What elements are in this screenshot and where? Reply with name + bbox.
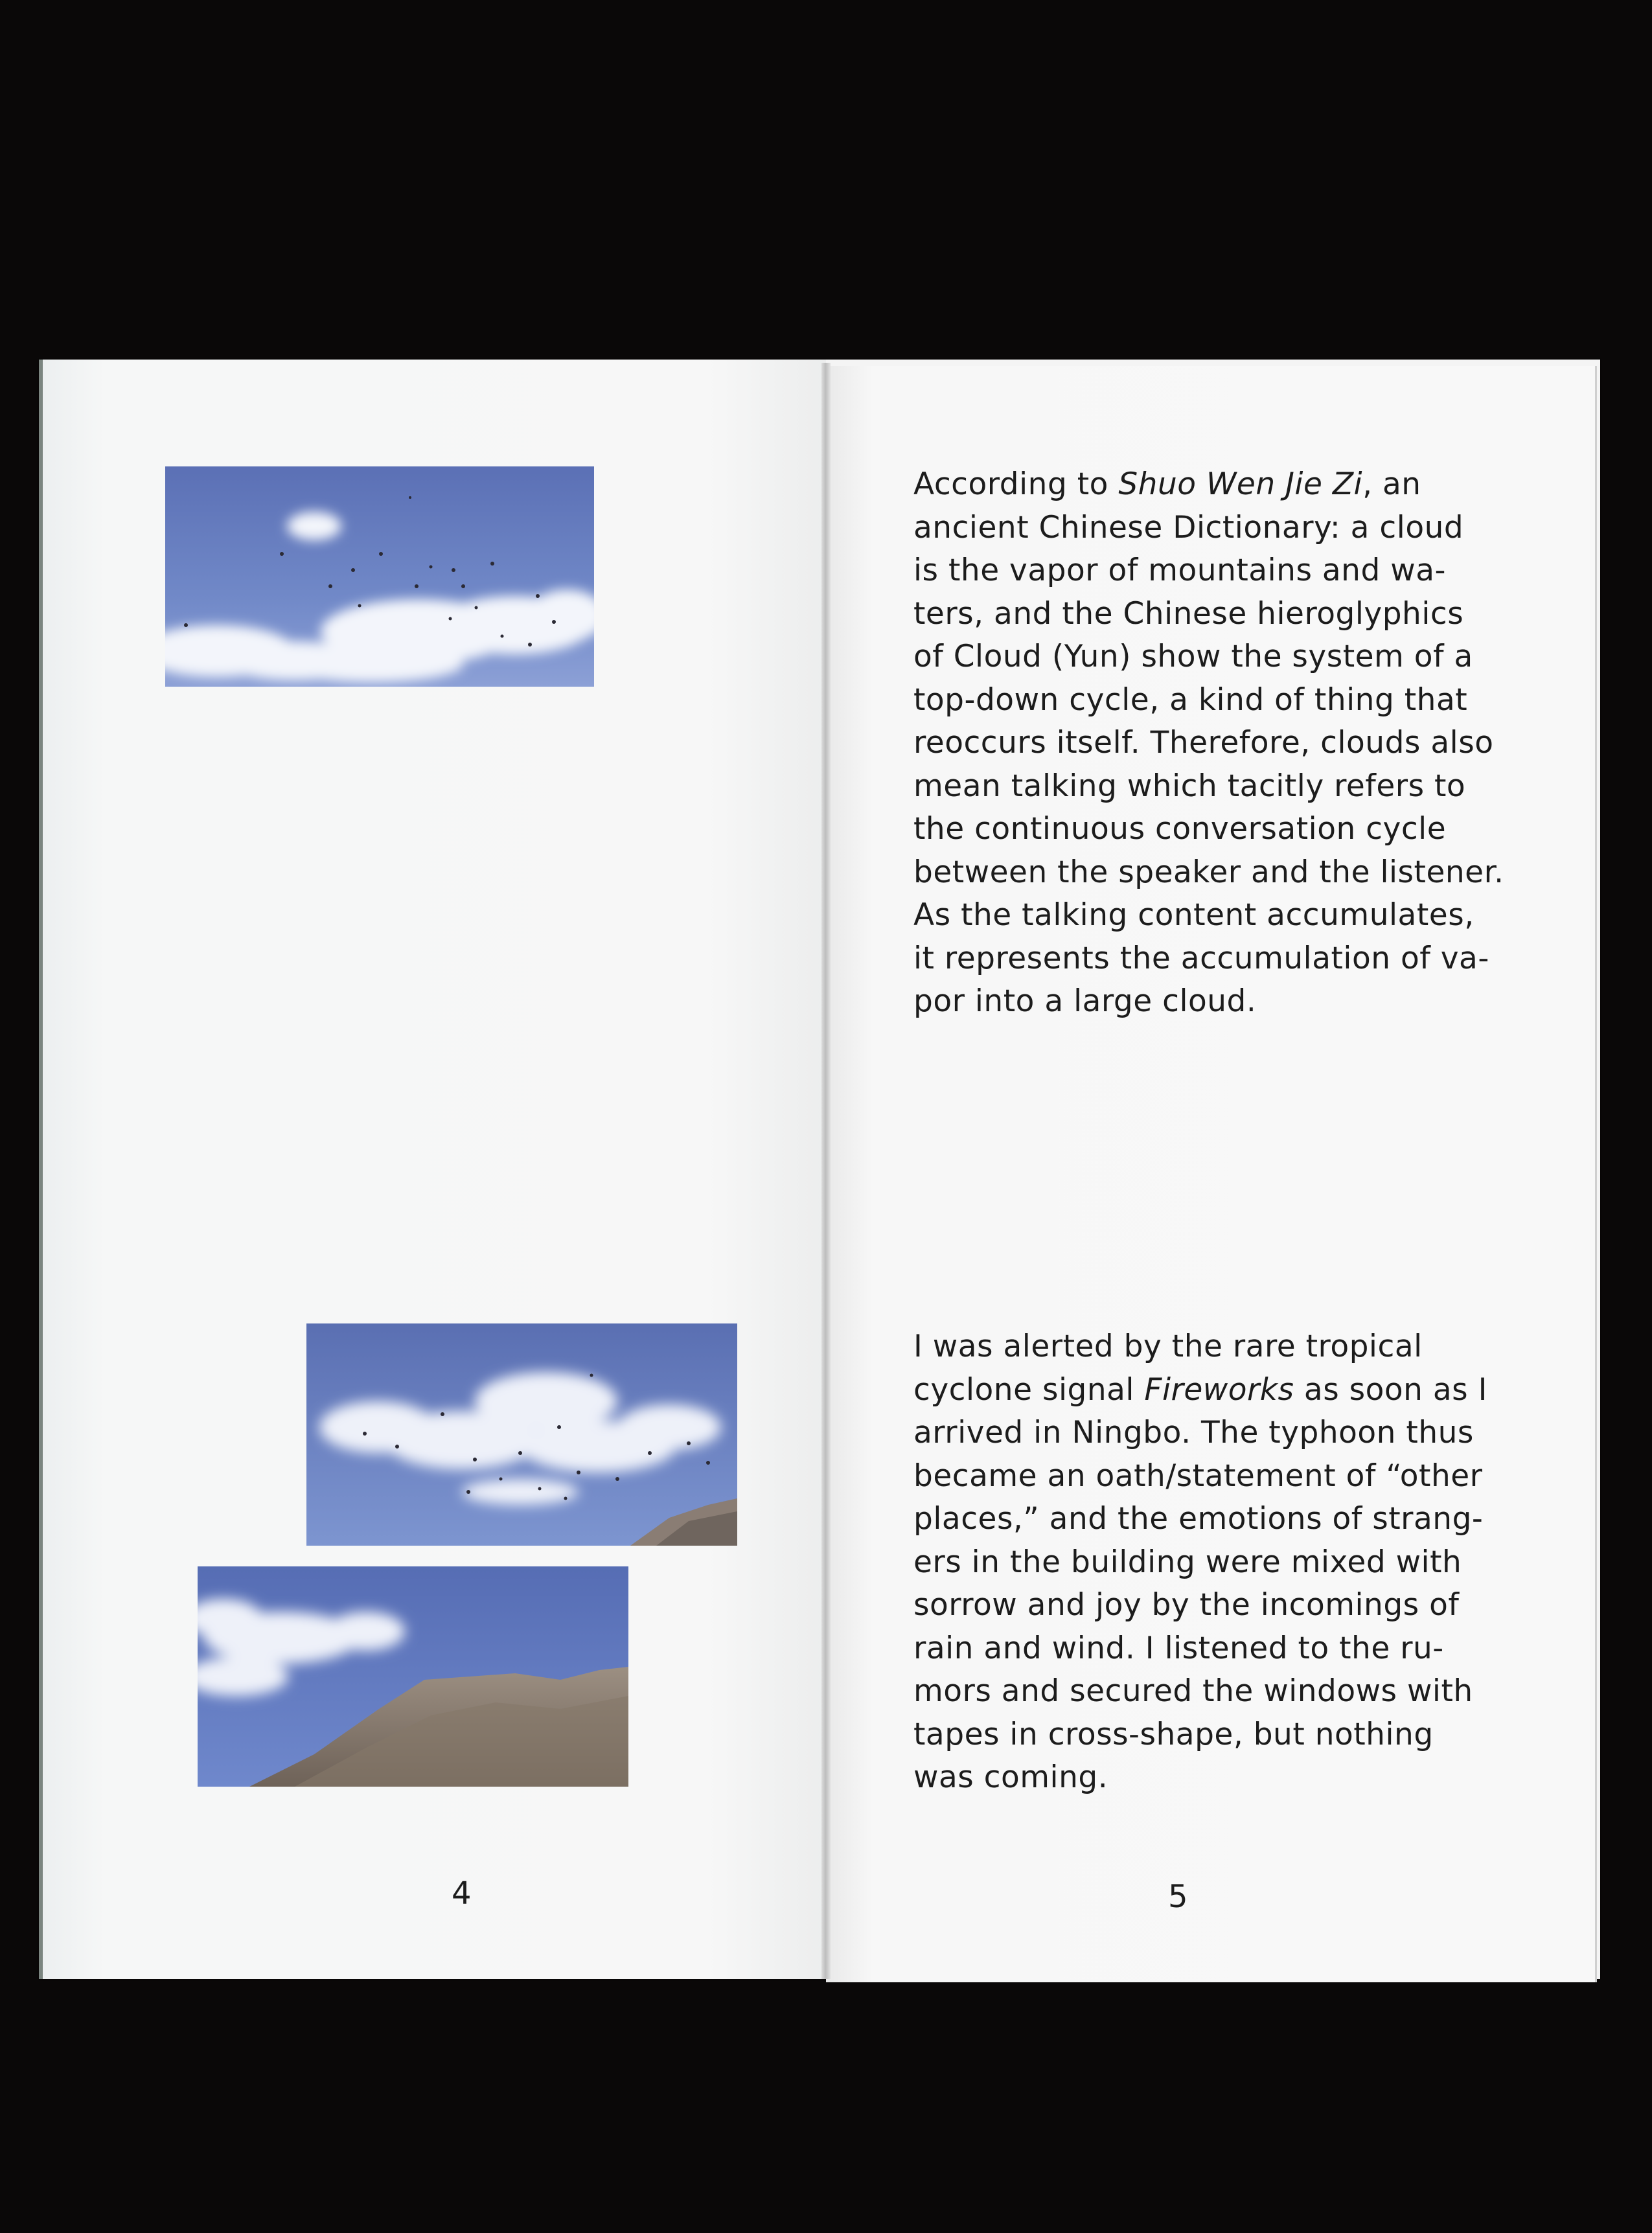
book-title-italic: Shuo Wen Jie Zi: [1118, 466, 1363, 502]
photo-sky-birds: [165, 466, 594, 687]
text-line: it represents the accumulation of va-: [913, 940, 1489, 976]
paragraph-shuo-wen: [913, 463, 1504, 1024]
photo-sky-mountain-ridge: [198, 1566, 628, 1787]
text-line: I was alerted by the rare tropical: [913, 1329, 1423, 1364]
paragraph-2-body: [913, 1325, 1497, 1800]
text-line: ancient Chinese Dictionary: a cloud: [913, 509, 1464, 545]
paragraph-fireworks: [913, 1325, 1497, 1800]
text-line: was coming.: [913, 1759, 1108, 1795]
paragraph-1-body: [913, 463, 1504, 1024]
text-line: places,” and the emotions of strang-: [913, 1501, 1484, 1537]
text-line: of Cloud (Yun) show the system of a: [913, 639, 1473, 674]
text-line: arrived in Ningbo. The typhoon thus: [913, 1415, 1474, 1450]
page-number-left: 4: [452, 1875, 472, 1912]
text-line: ters, and the Chinese hieroglyphics: [913, 595, 1464, 632]
signal-name-italic: Fireworks: [1144, 1371, 1294, 1408]
text-line: became an oath/statement of “other: [913, 1458, 1483, 1494]
page-number-right: 5: [1168, 1879, 1188, 1915]
text-line: por into a large cloud.: [913, 983, 1257, 1019]
text-line: ers in the building were mixed with: [913, 1544, 1462, 1580]
photo-sky-clouds-mountain-corner: [306, 1323, 737, 1546]
text-line: between the speaker and the listener.: [913, 854, 1504, 890]
text-line: rain and wind. I listened to the ru-: [913, 1630, 1444, 1666]
text-line: According to Shuo Wen Jie Zi, an: [913, 466, 1421, 502]
book-gutter: [821, 363, 831, 1979]
text-line: mors and secured the windows with: [913, 1673, 1473, 1709]
text-line: top-down cycle, a kind of thing that: [913, 681, 1468, 718]
text-line: cyclone signal Fireworks as soon as I: [913, 1371, 1487, 1408]
text-line: tapes in cross-shape, but nothing: [913, 1716, 1434, 1752]
text-line: is the vapor of mountains and wa-: [913, 553, 1446, 588]
text-line: sorrow and joy by the incomings of: [913, 1587, 1460, 1623]
text-line: reoccurs itself. Therefore, clouds also: [913, 725, 1494, 761]
text-line: mean talking which tacitly refers to: [913, 768, 1466, 804]
text-line: the continuous conversation cycle: [913, 811, 1447, 847]
text-line: As the talking content accumulates,: [913, 897, 1474, 933]
